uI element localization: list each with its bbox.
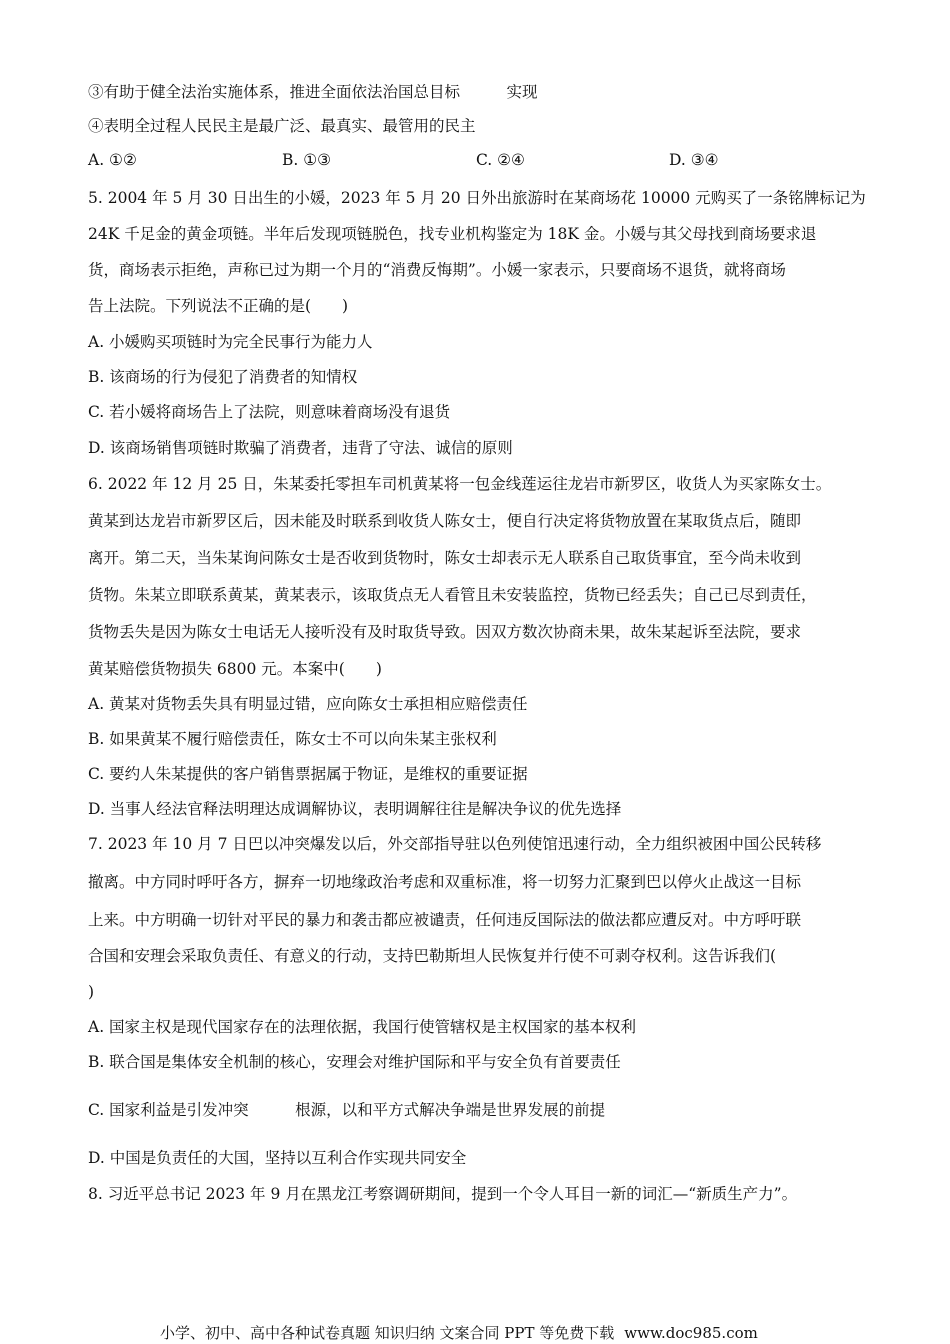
statement-3: ③有助于健全法治实施体系，推进全面依法治国总目标 实现: [88, 83, 538, 101]
q7-stem-line: 上来。中方明确一切针对平民的暴力和袭击都应被谴责，任何违反国际法的做法都应遭反对。中方呼吁联: [88, 911, 802, 929]
footer-text: 小学、初中、高中各种试卷真题 知识归纳 文案合同 PPT 等免费下载: [160, 1324, 615, 1342]
footer-link[interactable]: www.doc985.com: [624, 1324, 758, 1342]
q6-option-b: B. 如果黄某不履行赔偿责任，陈女士不可以向朱某主张权利: [88, 730, 497, 748]
q7-option-c: C. 国家利益是引发冲突 根源，以和平方式解决争端是世界发展的前提: [88, 1101, 606, 1119]
q7-stem-line: 7. 2023 年 10 月 7 日巴以冲突爆发以后，外交部指导驻以色列使馆迅速行动，全力组织被困中国公民转移: [88, 835, 822, 853]
q6-stem-line: 货物丢失是因为陈女士电话无人接听没有及时取货导致。因双方数次协商未果，故朱某起诉至法院，要求: [88, 623, 802, 641]
q6-option-c: C. 要约人朱某提供的客户销售票据属于物证，是维权的重要证据: [88, 765, 528, 783]
q7-option-a: A. 国家主权是现代国家存在的法理依据，我国行使管辖权是主权国家的基本权利: [88, 1018, 637, 1036]
q5-option-a: A. 小媛购买项链时为完全民事行为能力人: [88, 333, 373, 351]
q5-stem-line: 货，商场表示拒绝，声称已过为期一个月的“消费反悔期”。小媛一家表示，只要商场不退货，就将商场: [88, 261, 786, 279]
q4-option-d: D. ③④: [669, 151, 719, 169]
q6-stem-line: 6. 2022 年 12 月 25 日，朱某委托零担车司机黄某将一包金线莲运往龙岩市新罗区，收货人为买家陈女士。: [88, 475, 832, 493]
q7-stem-line: 撤离。中方同时呼吁各方，摒弃一切地缘政治考虑和双重标准，将一切努力汇聚到巴以停火止战这一目标: [88, 873, 802, 891]
q8-stem-line: 8. 习近平总书记 2023 年 9 月在黑龙江考察调研期间，提到一个令人耳目一新的词汇—“新质生产力”。: [88, 1185, 798, 1203]
q6-stem-line: 离开。第二天，当朱某询问陈女士是否收到货物时，陈女士却表示无人联系自己取货事宜，至今尚未收到: [88, 549, 802, 567]
page-footer: [160, 1324, 758, 1342]
q4-option-b: B. ①③: [282, 151, 332, 169]
q4-option-a: A. ①②: [88, 151, 137, 169]
q7-stem-line: 合国和安理会采取负责任、有意义的行动，支持巴勒斯坦人民恢复并行使不可剥夺权利。这告诉我们(: [88, 947, 777, 965]
statement-4: ④表明全过程人民民主是最广泛、最真实、最管用的民主: [88, 117, 476, 135]
q6-option-d: D. 当事人经法官释法明理达成调解协议，表明调解往往是解决争议的优先选择: [88, 800, 622, 818]
q5-stem-line: 24K 千足金的黄金项链。半年后发现项链脱色，找专业机构鉴定为 18K 金。小媛与其父母找到商场要求退: [88, 225, 817, 243]
q6-stem-line: 黄某到达龙岩市新罗区后，因未能及时联系到收货人陈女士，便自行决定将货物放置在某取货点后，随即: [88, 512, 802, 530]
q4-options: [88, 150, 788, 170]
q4-option-c: C. ②④: [476, 151, 525, 169]
q5-stem-line: 5. 2004 年 5 月 30 日出生的小媛，2023 年 5 月 20 日外出旅游时在某商场花 10000 元购买了一条铭牌标记为: [88, 189, 866, 207]
q7-option-b: B. 联合国是集体安全机制的核心，安理会对维护国际和平与安全负有首要责任: [88, 1053, 621, 1071]
q5-option-b: B. 该商场的行为侵犯了消费者的知情权: [88, 368, 358, 386]
q7-option-d: D. 中国是负责任的大国，坚持以互利合作实现共同安全: [88, 1149, 467, 1167]
q6-option-a: A. 黄某对货物丢失具有明显过错，应向陈女士承担相应赔偿责任: [88, 695, 528, 713]
q5-stem-line: 告上法院。下列说法不正确的是( ): [88, 297, 349, 315]
q6-stem-line: 货物。朱某立即联系黄某，黄某表示，该取货点无人看管且未安装监控，货物已经丢失；自己已尽到责任，: [88, 586, 817, 604]
q5-option-d: D. 该商场销售项链时欺骗了消费者，违背了守法、诚信的原则: [88, 439, 513, 457]
q6-stem-line: 黄某赔偿货物损失 6800 元。本案中( ): [88, 660, 382, 678]
q7-stem-line: ): [88, 983, 95, 1001]
q5-option-c: C. 若小媛将商场告上了法院，则意味着商场没有退货: [88, 403, 451, 421]
